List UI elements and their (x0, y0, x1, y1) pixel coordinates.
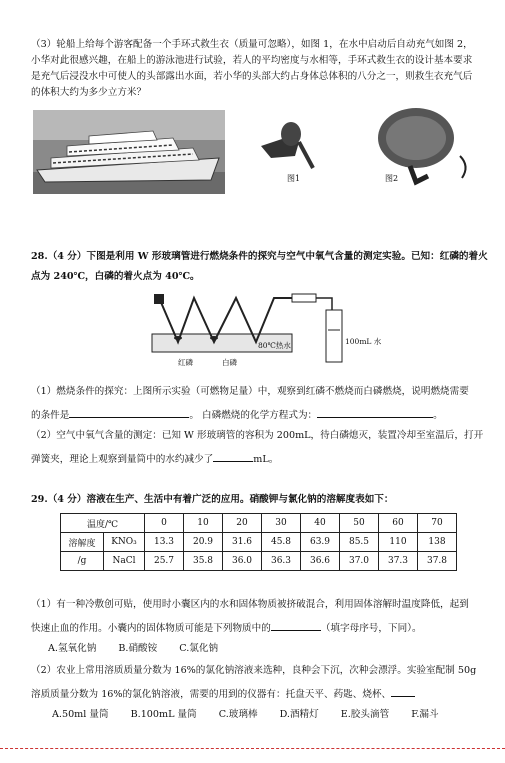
value-cell: 36.3 (262, 552, 301, 571)
table-row (61, 552, 457, 571)
temp-cell: 0 (145, 514, 184, 533)
q28-p1-line-2: 的条件是 。 白磷燃烧的化学方程式为： 。 (31, 407, 491, 423)
fig1-label: 图1 (287, 174, 301, 183)
q28-p2-prefix: 弹簧夹，理论上观察到量筒中的水约减少了 (31, 454, 214, 465)
option-a: A.50ml 量筒 (52, 709, 109, 720)
value-cell: 37.3 (379, 552, 418, 571)
answer-blank-volume[interactable] (213, 451, 253, 462)
value-cell: 13.3 (145, 533, 184, 552)
option-c: C.氯化钠 (179, 643, 219, 654)
q-lifejacket-line-3: 是充气后浸没水中可使人的头部露出水面，若小华的头部大约占身体总体积的八分之一，则救生衣充气后 (31, 71, 473, 82)
option-e: E.胶头滴管 (340, 709, 390, 720)
q29-options-2 (52, 708, 491, 722)
q28-line-1: 28.（4 分）下图是利用 W 形玻璃管进行燃烧条件的探究与空气中氧气含量的测定实验。已知：红磷的着火 (31, 251, 488, 262)
q29-p2-line-2 (31, 686, 491, 702)
table-row (61, 514, 457, 533)
wristband-figure-1 (255, 116, 317, 172)
table-row (61, 533, 457, 552)
q29-p2-line-1: （2）农业上常用溶质质量分数为 16%的氯化钠溶液来选种，良种会下沉，次种会漂浮。实验室配制 50g (31, 665, 477, 676)
q28-p2-suffix: mL。 (253, 454, 279, 465)
label-white-phosphorus: 白磷 (222, 358, 237, 367)
label-hot-water: 80℃热水 (258, 341, 291, 350)
temp-cell: 50 (340, 514, 379, 533)
answer-blank-solid[interactable] (271, 620, 321, 631)
label-red-phosphorus: 红磷 (178, 358, 193, 367)
solubility-label: 溶解度 (61, 533, 104, 552)
temp-cell: 20 (223, 514, 262, 533)
temp-cell: 40 (301, 514, 340, 533)
temp-cell: 10 (184, 514, 223, 533)
value-cell: 31.6 (223, 533, 262, 552)
q29-p1-prefix: 快速止血的作用。小囊内的固体物质可能是下列物质中的 (31, 623, 271, 634)
q28-p1-prefix: 的条件是 (31, 410, 70, 421)
temp-cell: 70 (418, 514, 457, 533)
q29-options-1 (48, 642, 491, 656)
value-cell: 35.8 (184, 552, 223, 571)
row-name: KNO₃ (104, 533, 145, 552)
answer-blank-condition[interactable] (69, 407, 189, 418)
option-c: C.玻璃棒 (218, 709, 258, 720)
value-cell: 36.0 (223, 552, 262, 571)
value-cell: 36.6 (301, 552, 340, 571)
cruise-ship-photo (33, 110, 225, 194)
q29-p1-line-1: （1）有一种冷敷创可贴，使用时小囊区内的水和固体物质被挤破混合，利用固体溶解时温度降低，起到 (31, 599, 469, 610)
q-lifejacket-line-4: 的体积大约为多少立方米？ (31, 87, 147, 98)
value-cell: 85.5 (340, 533, 379, 552)
temp-header: 温度/℃ (61, 514, 145, 533)
value-cell: 20.9 (184, 533, 223, 552)
row-name: NaCl (104, 552, 145, 571)
temp-cell: 30 (262, 514, 301, 533)
temp-cell: 60 (379, 514, 418, 533)
q-lifejacket-line-2: 小华对此很感兴趣，在船上的游泳池进行试验，若人的平均密度与水相等，手环式救生衣的设计基本要求 (31, 55, 473, 66)
value-cell: 25.7 (145, 552, 184, 571)
value-cell: 110 (379, 533, 418, 552)
solubility-table (60, 513, 457, 571)
q-lifejacket-line-1: （3）轮船上给每个游客配备一个手环式救生衣（质量可忽略），如图 1，在水中启动后自动充气如图 2， (31, 39, 473, 50)
value-cell: 45.8 (262, 533, 301, 552)
page-cut-line (0, 748, 505, 749)
option-b: B.100mL 量筒 (130, 709, 197, 720)
fig2-label: 图2 (385, 174, 399, 183)
value-cell: 138 (418, 533, 457, 552)
unit-label: /g (61, 552, 104, 571)
q28-line-2: 点为 240℃，白磷的着火点为 40℃。 (31, 271, 200, 282)
q28-p2-line-2 (31, 451, 491, 467)
value-cell: 37.8 (418, 552, 457, 571)
answer-blank-instrument[interactable] (391, 686, 415, 697)
q29-line-1: 29.（4 分）溶液在生产、生活中有着广泛的应用。硝酸钾与氯化钠的溶解度表如下： (31, 494, 394, 505)
value-cell: 63.9 (301, 533, 340, 552)
label-100ml-water: 100mL 水 (345, 337, 382, 346)
option-a: A.氢氧化钠 (48, 643, 97, 654)
q28-p1-middle: 。 白磷燃烧的化学方程式为： (189, 410, 318, 421)
option-b: B.硝酸铵 (118, 643, 158, 654)
q29-p1-line-2 (31, 620, 491, 636)
option-f: F.漏斗 (411, 709, 439, 720)
q28-p1-line-1: （1）燃烧条件的探究：上图所示实验（可燃物足量）中，观察到红磷不燃烧而白磷燃烧，说明燃烧需要 (31, 386, 469, 397)
q29-p1-suffix: （填字母序号，下同）。 (320, 623, 422, 634)
q28-p2-line-1: （2）空气中氧气含量的测定：已知 W 形玻璃管的容积为 200mL，待白磷熄灭，装置冷却至室温后，打开 (31, 430, 484, 441)
option-d: D.酒精灯 (279, 709, 319, 720)
answer-blank-equation[interactable] (317, 407, 433, 418)
value-cell: 37.0 (340, 552, 379, 571)
q29-p2-text: 溶质质量分数为 16%的氯化钠溶液，需要的用到的仪器有：托盘天平、药匙、烧杯、 (31, 689, 392, 700)
